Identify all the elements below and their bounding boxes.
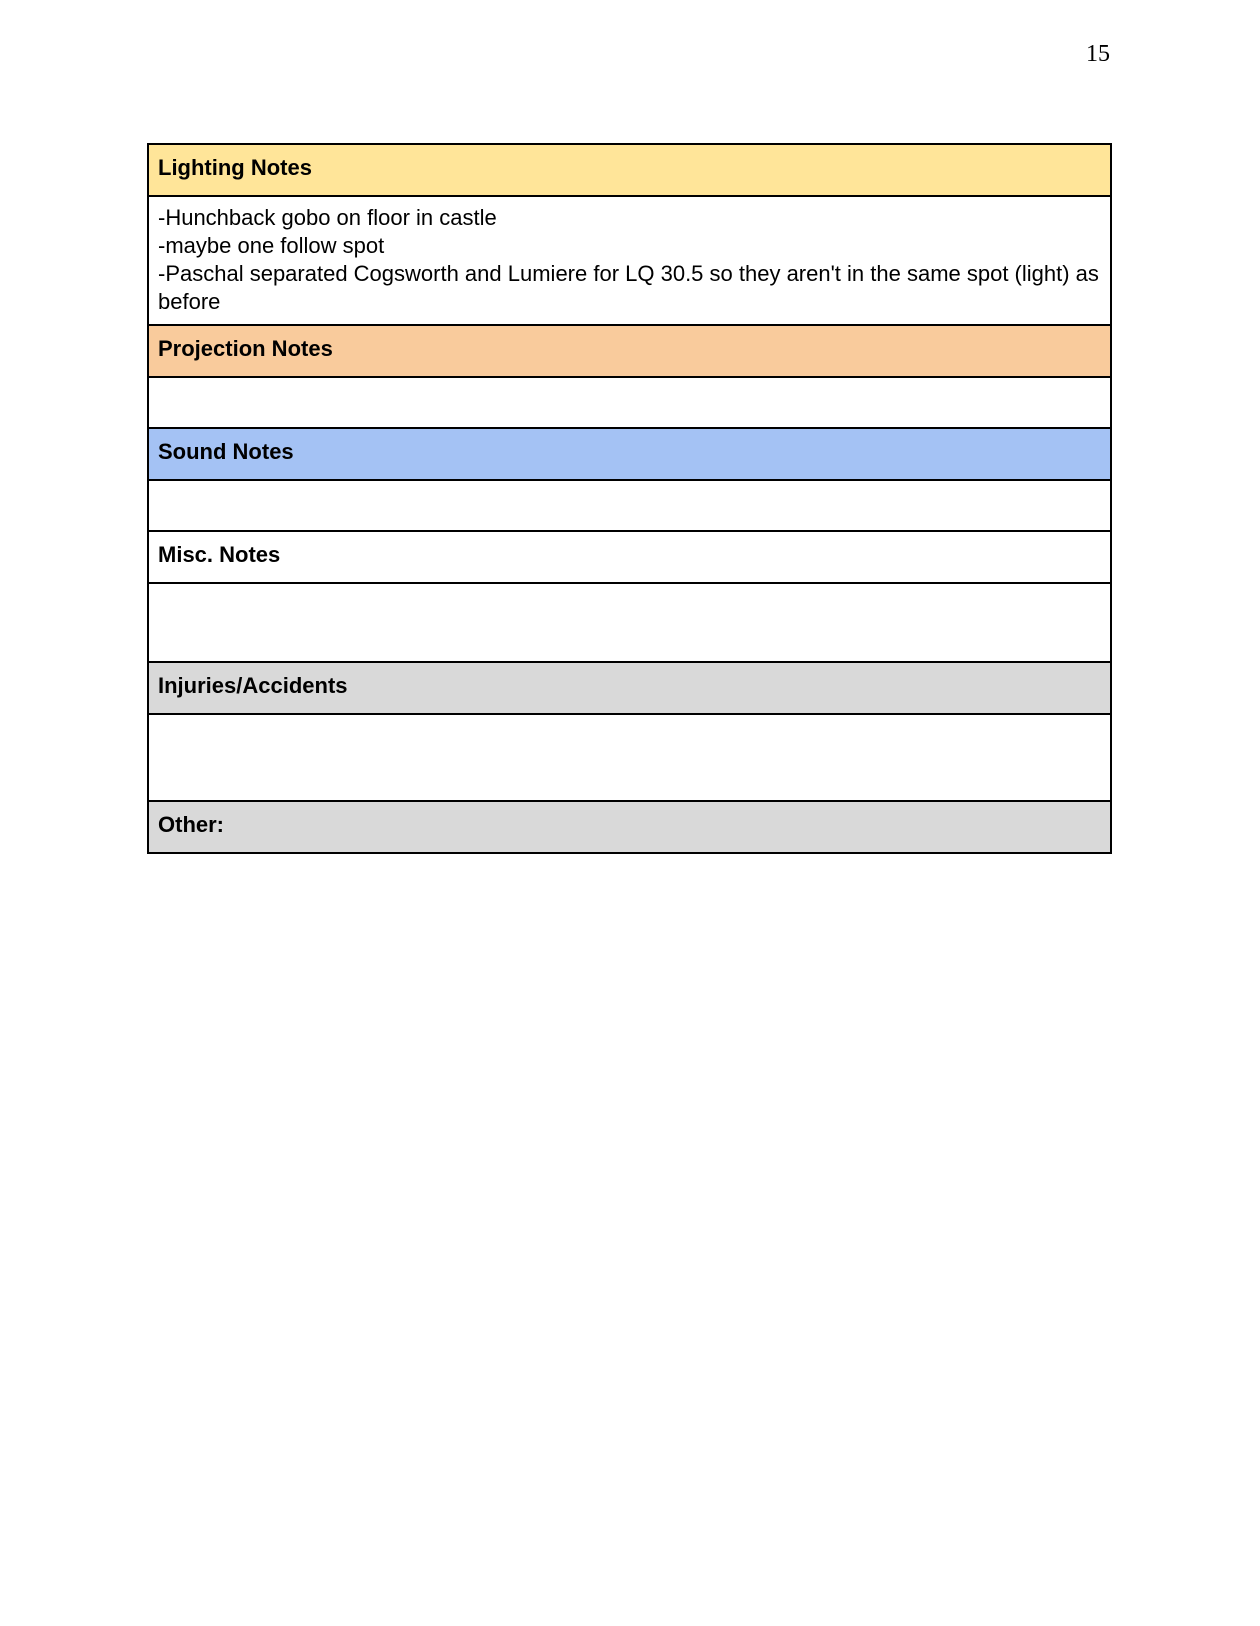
lighting-notes-body bbox=[148, 196, 1111, 325]
lighting-note-line: -Hunchback gobo on floor in castle bbox=[158, 205, 497, 230]
other-header-row bbox=[148, 801, 1111, 853]
projection-body-row bbox=[148, 377, 1111, 428]
lighting-body-row bbox=[148, 196, 1111, 325]
injuries-body-row bbox=[148, 714, 1111, 801]
sound-body-row bbox=[148, 480, 1111, 531]
injuries-accidents-header: Injuries/Accidents bbox=[148, 662, 1111, 714]
projection-header-row bbox=[148, 325, 1111, 377]
sound-notes-header: Sound Notes bbox=[148, 428, 1111, 480]
misc-header-row bbox=[148, 531, 1111, 583]
injuries-accidents-body bbox=[148, 714, 1111, 801]
injuries-header-row bbox=[148, 662, 1111, 714]
projection-notes-body bbox=[148, 377, 1111, 428]
other-header: Other: bbox=[148, 801, 1111, 853]
misc-notes-body bbox=[148, 583, 1111, 662]
page-number: 15 bbox=[1086, 41, 1110, 67]
lighting-note-line: -Paschal separated Cogsworth and Lumiere for LQ 30.5 so they aren't in the same spot (light) as before bbox=[158, 261, 1099, 314]
misc-body-row bbox=[148, 583, 1111, 662]
notes-table bbox=[147, 143, 1112, 854]
lighting-notes-header: Lighting Notes bbox=[148, 144, 1111, 196]
sound-notes-body bbox=[148, 480, 1111, 531]
lighting-header-row bbox=[148, 144, 1111, 196]
sound-header-row bbox=[148, 428, 1111, 480]
misc-notes-header: Misc. Notes bbox=[148, 531, 1111, 583]
projection-notes-header: Projection Notes bbox=[148, 325, 1111, 377]
lighting-note-line: -maybe one follow spot bbox=[158, 233, 385, 258]
